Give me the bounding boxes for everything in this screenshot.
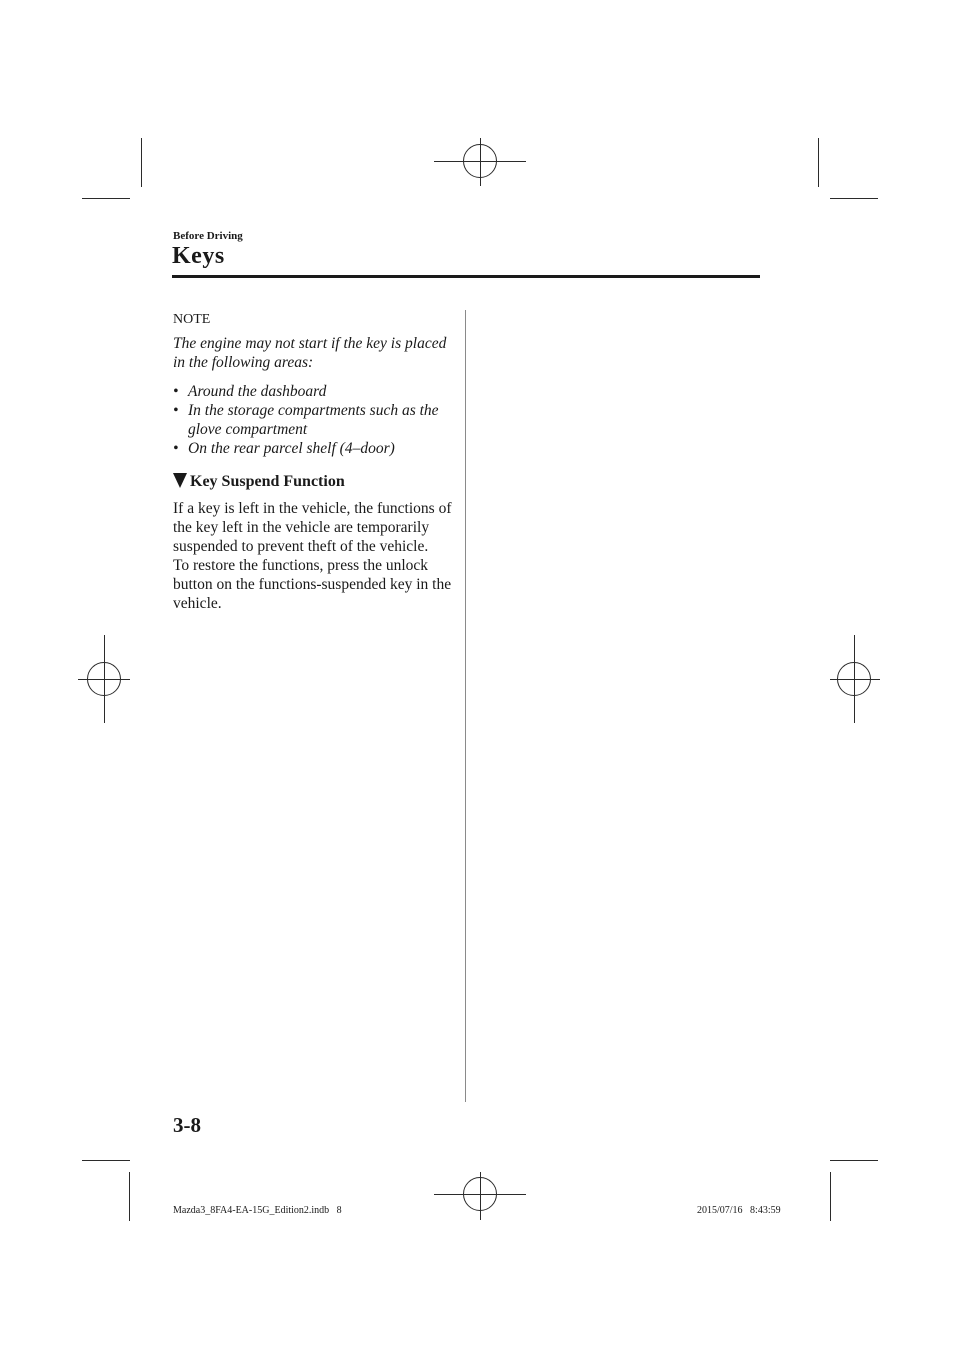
triangle-down-icon [173, 473, 187, 488]
page-number: 3-8 [173, 1113, 201, 1137]
footer-file-info: Mazda3_8FA4-EA-15G_Edition2.indb 8 [173, 1205, 342, 1216]
section-label: Before Driving [173, 230, 243, 242]
left-column [173, 310, 455, 613]
bullet-icon: • [173, 402, 179, 419]
list-item: • On the rear parcel shelf (4–door) [173, 440, 395, 457]
bullet-icon: • [173, 383, 179, 400]
bullet-icon: • [173, 440, 179, 457]
list-item: • Around the dashboard [173, 383, 327, 400]
column-divider [465, 310, 466, 1102]
title-rule [172, 275, 760, 278]
page-title: Keys [172, 243, 225, 269]
section-body: If a key is left in the vehicle, the functions of the key left in the vehicle are temporarily suspended to prevent theft of the vehicle. To restore the functions, press the unlock button on the functions-suspended key in the vehicle. [173, 500, 452, 612]
list-item: • In the storage compartments such as the glove compartment [173, 402, 439, 438]
note-heading: NOTE [173, 312, 211, 327]
section-heading: Key Suspend Function [173, 472, 455, 491]
note-list [173, 382, 455, 458]
note-text: The engine may not start if the key is placed in the following areas: [173, 335, 447, 371]
footer-timestamp: 2015/07/16 8:43:59 [697, 1205, 781, 1216]
